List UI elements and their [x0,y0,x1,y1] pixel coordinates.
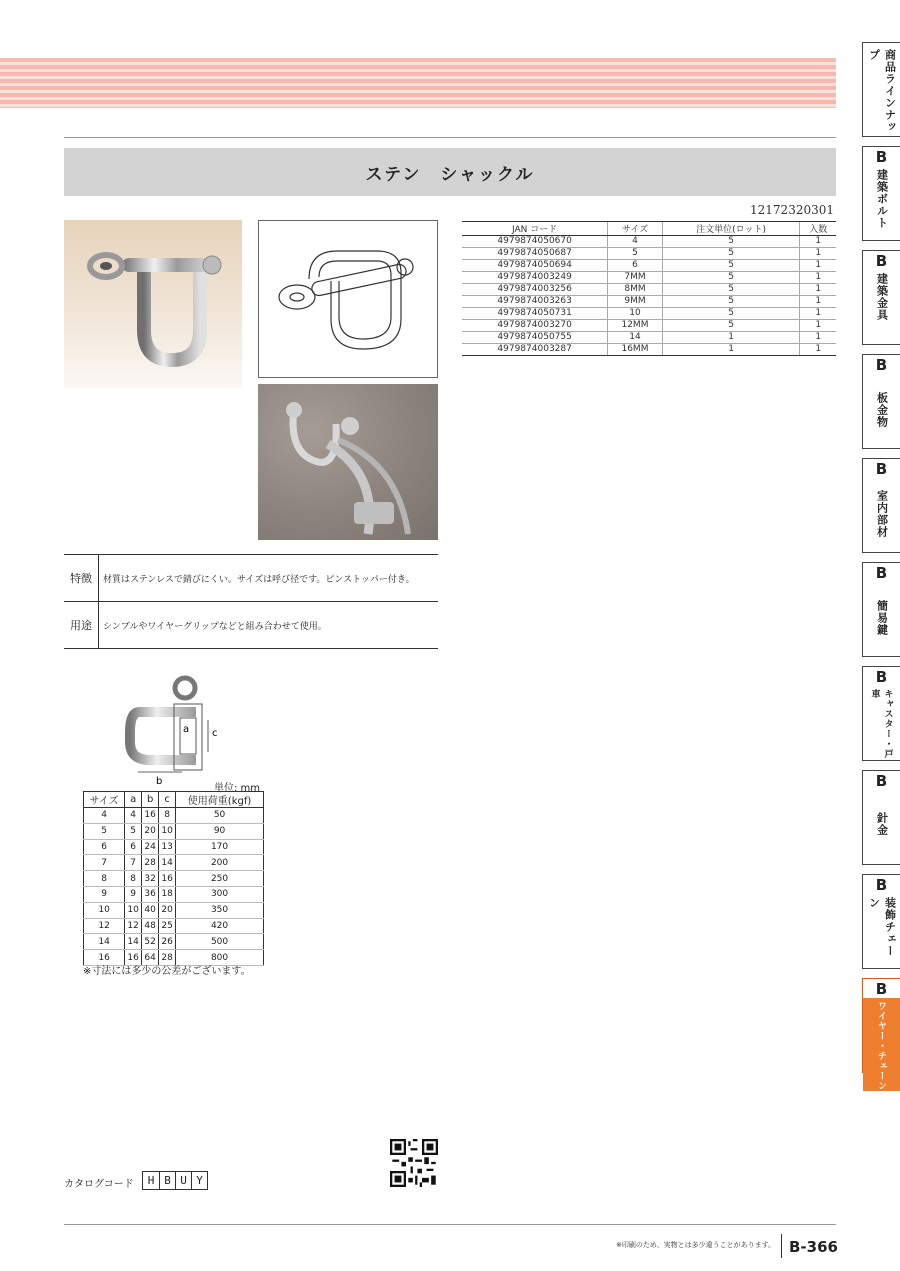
footer-separator [781,1234,782,1258]
dim-label-b: b [156,776,163,787]
spec-cell: 48 [142,918,159,934]
qr-code[interactable] [390,1139,438,1187]
tab-label: 針金 [875,812,889,836]
spec-cell: 420 [176,918,264,934]
spec-cell: 40 [142,902,159,918]
tab-letter: B [875,252,888,270]
spec-cell: 36 [142,886,159,902]
spec-cell: 10 [125,902,142,918]
spec-cell: 14 [159,855,176,871]
spec-cell: 200 [176,855,264,871]
catalog-code-label: カタログコード [64,1179,134,1190]
spec-cell: 13 [159,839,176,855]
jan-cell: 8MM [608,284,662,296]
spec-row [84,886,264,902]
usage-row [64,602,438,648]
active-tab-fill [863,998,900,1091]
spec-row [84,808,264,824]
jan-cell: 7MM [608,272,662,284]
top-stripe-banner [0,58,836,108]
jan-row [462,260,836,272]
jan-cell: 4979874003263 [462,296,608,308]
catalog-letter: Y [191,1172,207,1189]
spec-cell: 24 [142,839,159,855]
tab-building-hardware[interactable] [862,250,900,345]
spec-header-b: b [142,792,159,808]
usage-text: シンブルやワイヤーグリップなどと組み合わせて使用。 [103,621,327,632]
spec-cell: 4 [84,808,125,824]
spec-cell: 32 [142,871,159,887]
spec-cell: 10 [84,902,125,918]
jan-cell: 5 [662,296,800,308]
jan-row [462,284,836,296]
spec-cell: 90 [176,823,264,839]
tab-wire[interactable] [862,770,900,865]
spec-cell: 26 [159,934,176,950]
jan-row [462,248,836,260]
spec-header-c: c [159,792,176,808]
spec-cell: 14 [84,934,125,950]
jan-cell: 5 [662,272,800,284]
catalog-code-boxes [142,1171,208,1190]
catalog-letter: B [159,1172,175,1189]
unit-label: 単位: mm [214,783,261,794]
tab-label: キャスター・戸車 [869,689,893,759]
tab-letter: B [875,772,888,790]
spec-cell: 300 [176,886,264,902]
jan-cell: 5 [662,320,800,332]
features-text: 材質はステンレスで錆びにくい。サイズは呼び径です。ピンストッパー付き。 [103,574,415,585]
jan-cell: 1 [800,296,836,308]
spec-cell: 4 [125,808,142,824]
jan-cell: 5 [608,248,662,260]
jan-cell: 4979874050694 [462,260,608,272]
features-label: 特徴 [64,555,99,601]
tab-decorative-chain[interactable] [862,874,900,969]
jan-table [462,221,836,356]
jan-cell: 12MM [608,320,662,332]
jan-cell: 5 [662,248,800,260]
jan-cell: 4979874050670 [462,236,608,248]
feature-bottom-rule [64,648,438,649]
spec-cell: 500 [176,934,264,950]
spec-cell: 16 [84,950,125,966]
tab-letter: B [875,460,888,478]
tab-label: 板金物 [875,392,889,428]
spec-cell: 8 [84,871,125,887]
jan-cell: 4979874003287 [462,344,608,356]
jan-cell: 10 [608,308,662,320]
tab-label: ワイヤー・チェーン [876,1001,886,1091]
tab-label: 建築ボルト [875,169,889,229]
jan-cell: 1 [800,236,836,248]
tab-building-bolts[interactable] [862,146,900,241]
jan-cell: 16MM [608,344,662,356]
spec-cell: 6 [84,839,125,855]
dimension-diagram [110,672,250,790]
jan-cell: 4979874003249 [462,272,608,284]
spec-row [84,934,264,950]
jan-cell: 14 [608,332,662,344]
spec-cell: 800 [176,950,264,966]
tab-interior-parts[interactable] [862,458,900,553]
tab-letter: B [875,668,888,686]
spec-cell: 20 [142,823,159,839]
spec-header-size: サイズ [84,792,125,808]
jan-header-lot: 注文単位(ロット) [662,222,800,236]
jan-cell: 4 [608,236,662,248]
tab-letter: B [875,148,888,166]
jan-cell: 4979874050755 [462,332,608,344]
spec-cell: 10 [159,823,176,839]
jan-cell: 1 [800,260,836,272]
title-band [64,148,836,196]
tab-casters[interactable] [862,666,900,761]
catalog-letter: U [175,1172,191,1189]
spec-note: ※寸法には多少の公差がございます。 [83,966,251,977]
jan-cell: 1 [800,320,836,332]
footer-note: ※印刷のため、実物とは多少違うことがあります。 [616,1241,776,1249]
tab-label: 装飾チェーン [867,897,897,957]
usage-label: 用途 [64,602,99,648]
jan-row [462,332,836,344]
jan-header-qty: 入数 [800,222,836,236]
spec-cell: 8 [159,808,176,824]
jan-cell: 1 [800,308,836,320]
tab-letter: B [875,356,888,374]
spec-cell: 170 [176,839,264,855]
spec-cell: 250 [176,871,264,887]
jan-header-size: サイズ [608,222,662,236]
jan-row [462,272,836,284]
spec-cell: 14 [125,934,142,950]
jan-row [462,296,836,308]
spec-cell: 16 [125,950,142,966]
jan-cell: 1 [800,272,836,284]
jan-row [462,344,836,356]
tab-letter: B [875,564,888,582]
jan-header-code: JAN コード [462,222,608,236]
jan-cell: 1 [662,332,800,344]
jan-cell: 1 [800,284,836,296]
jan-cell: 5 [662,284,800,296]
product-usage-photo [258,384,438,540]
spec-row [84,918,264,934]
spec-cell: 9 [125,886,142,902]
tab-letter: B [863,981,900,998]
spec-cell: 52 [142,934,159,950]
bottom-divider [64,1224,836,1225]
spec-cell: 7 [84,855,125,871]
jan-cell: 1 [662,344,800,356]
spec-cell: 9 [84,886,125,902]
spec-row [84,871,264,887]
jan-cell: 9MM [608,296,662,308]
spec-cell: 5 [125,823,142,839]
jan-cell: 4979874003270 [462,320,608,332]
spec-header-a: a [125,792,142,808]
page-title: ステン シャックル [365,164,535,185]
jan-row [462,320,836,332]
spec-row [84,855,264,871]
tab-sheet-metal[interactable] [862,354,900,449]
jan-cell: 4979874050731 [462,308,608,320]
spec-cell: 8 [125,871,142,887]
spec-header-load: 使用荷重(kgf) [176,792,264,808]
tab-wire-chain[interactable] [862,978,900,1091]
spec-cell: 12 [84,918,125,934]
spec-cell: 16 [159,871,176,887]
spec-cell: 350 [176,902,264,918]
spec-cell: 64 [142,950,159,966]
spec-cell: 18 [159,886,176,902]
top-divider [64,137,836,138]
spec-cell: 16 [142,808,159,824]
tab-label: 建築金具 [875,273,889,321]
spec-row [84,823,264,839]
spec-cell: 28 [142,855,159,871]
spec-cell: 20 [159,902,176,918]
tab-simple-locks[interactable] [862,562,900,657]
spec-row [84,902,264,918]
catalog-letter: H [147,1174,155,1187]
spec-cell: 25 [159,918,176,934]
jan-cell: 1 [800,332,836,344]
jan-cell: 1 [800,248,836,260]
tab-label: 商品ラインナップ [867,49,897,133]
jan-cell: 6 [608,260,662,272]
jan-cell: 1 [800,344,836,356]
jan-cell: 5 [662,236,800,248]
jan-cell: 4979874003256 [462,284,608,296]
spec-cell: 50 [176,808,264,824]
product-line-drawing [258,220,438,378]
product-photo [64,220,242,388]
product-code: 12172320301 [750,203,834,217]
tab-label: 簡易鍵 [875,600,889,636]
spec-cell: 5 [84,823,125,839]
spec-row [84,839,264,855]
spec-cell: 6 [125,839,142,855]
dim-label-c: c [212,728,218,739]
spec-table [83,791,264,966]
jan-cell: 5 [662,308,800,320]
jan-row [462,308,836,320]
jan-cell: 5 [662,260,800,272]
page-number: B-366 [789,1238,838,1256]
spec-cell: 28 [159,950,176,966]
jan-cell: 4979874050687 [462,248,608,260]
tab-lineup[interactable] [862,42,900,137]
jan-row [462,236,836,248]
spec-cell: 12 [125,918,142,934]
features-row [64,555,438,601]
tab-letter: B [875,876,888,894]
spec-cell: 7 [125,855,142,871]
dim-label-a: a [183,724,190,735]
tab-label: 室内部材 [875,490,889,538]
